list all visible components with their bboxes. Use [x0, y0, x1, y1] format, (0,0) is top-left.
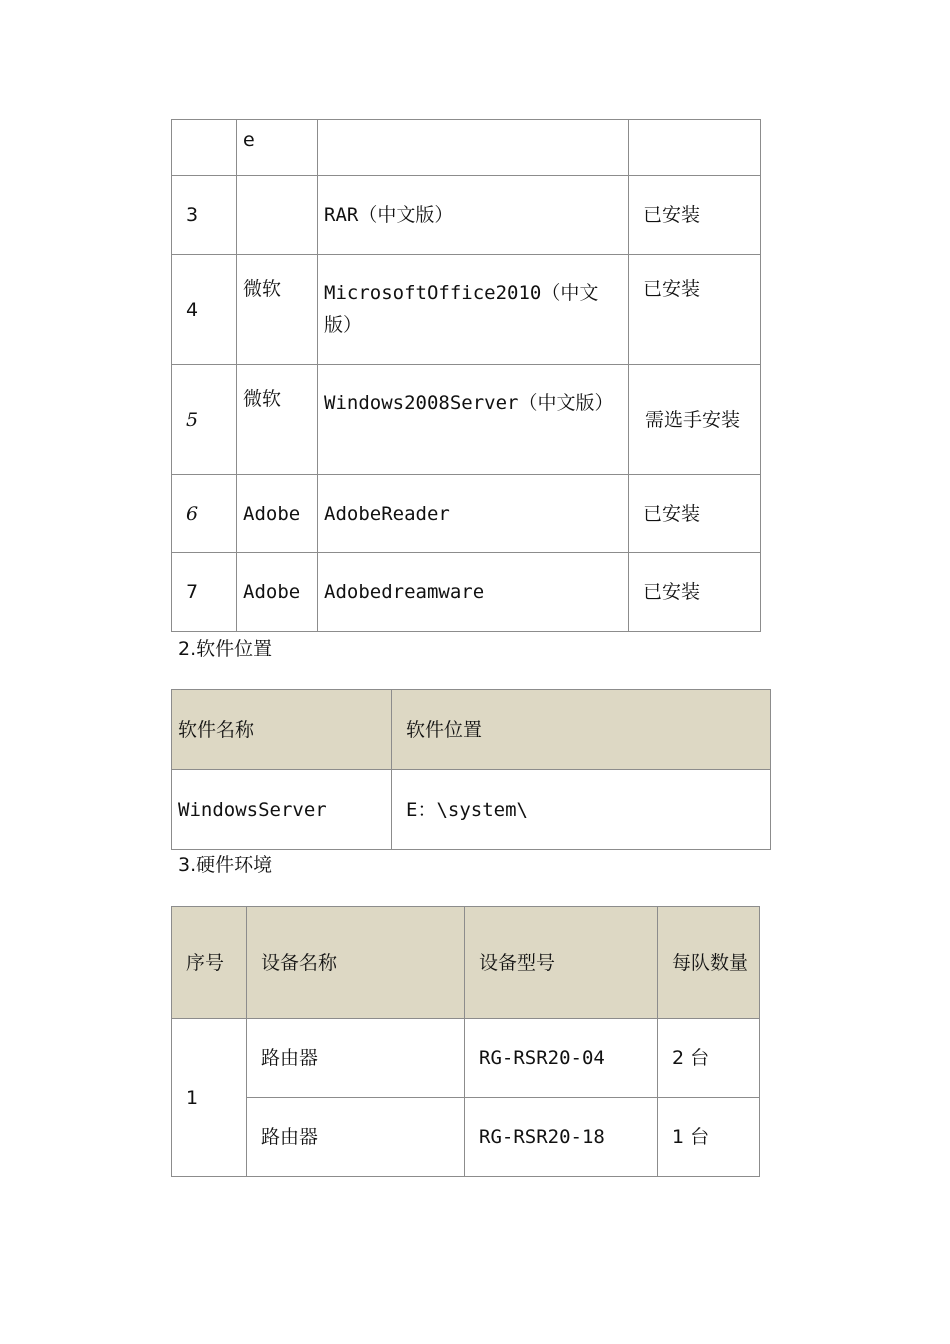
vendor-cell: Adobe: [237, 553, 318, 632]
device-model-cell: RG-RSR20-18: [465, 1098, 658, 1177]
table-row: [172, 255, 761, 365]
table-row: [172, 475, 761, 553]
software-name-cell: [318, 120, 629, 176]
table-row: [172, 176, 761, 255]
row-number: [172, 120, 237, 176]
hardware-table: [171, 906, 760, 1177]
table-row: [172, 1098, 760, 1177]
software-name-cell: RAR（中文版）: [318, 176, 629, 255]
software-name-cell: Windows2008Server（中文版）: [318, 365, 629, 475]
table-header-row: [172, 907, 760, 1019]
row-number: 4: [172, 255, 237, 365]
header-quantity: 每队数量: [658, 907, 760, 1019]
quantity-cell: 2 台: [658, 1019, 760, 1098]
header-software-name: 软件名称: [172, 690, 392, 770]
software-name-cell: Adobedreamware: [318, 553, 629, 632]
header-device-model: 设备型号: [465, 907, 658, 1019]
row-number: 3: [172, 176, 237, 255]
status-cell: 已安装: [629, 475, 761, 553]
header-software-location: 软件位置: [392, 690, 771, 770]
status-cell: [629, 120, 761, 176]
software-name-cell: AdobeReader: [318, 475, 629, 553]
vendor-cell: Adobe: [237, 475, 318, 553]
table-row: [172, 553, 761, 632]
device-name-cell: 路由器: [247, 1019, 465, 1098]
status-cell: 已安装: [629, 553, 761, 632]
row-number: 1: [172, 1019, 247, 1177]
section-heading-software-location: 2.软件位置: [178, 638, 273, 660]
vendor-cell: [237, 176, 318, 255]
vendor-cell: e: [237, 120, 318, 176]
quantity-cell: 1 台: [658, 1098, 760, 1177]
table-row: [172, 770, 771, 850]
device-name-cell: 路由器: [247, 1098, 465, 1177]
status-cell: 已安装: [629, 176, 761, 255]
header-serial-no: 序号: [172, 907, 247, 1019]
vendor-cell: 微软: [237, 255, 318, 365]
software-name-cell: WindowsServer: [172, 770, 392, 850]
table-row: [172, 120, 761, 176]
software-location-cell: E：\system\: [392, 770, 771, 850]
software-name-cell: MicrosoftOffice2010（中文版）: [318, 255, 629, 365]
table-row: [172, 1019, 760, 1098]
table-header-row: [172, 690, 771, 770]
software-table: [171, 119, 761, 632]
header-device-name: 设备名称: [247, 907, 465, 1019]
section-heading-hardware: 3.硬件环境: [178, 854, 273, 876]
status-cell: 需选手安装: [629, 365, 761, 475]
device-model-cell: RG-RSR20-04: [465, 1019, 658, 1098]
row-number: 7: [172, 553, 237, 632]
status-cell: 已安装: [629, 255, 761, 365]
table-row: [172, 365, 761, 475]
row-number: 6: [172, 475, 237, 553]
vendor-cell: 微软: [237, 365, 318, 475]
row-number: 5: [172, 365, 237, 475]
software-location-table: [171, 689, 771, 850]
